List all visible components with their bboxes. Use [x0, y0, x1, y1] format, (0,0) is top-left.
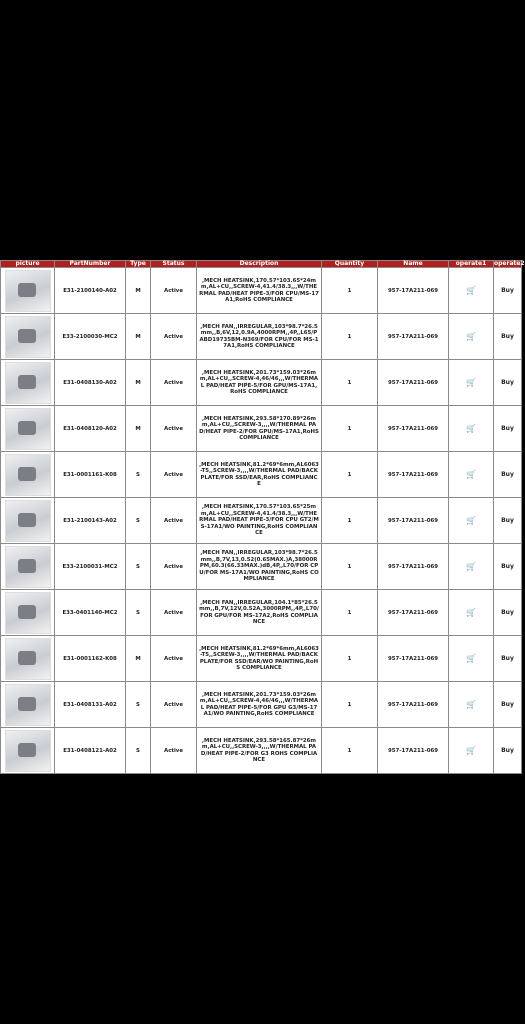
table-row [1, 682, 521, 727]
shopping-cart-icon[interactable]: 🛒 [466, 470, 476, 479]
product-image[interactable] [5, 684, 51, 726]
product-image[interactable] [5, 270, 51, 312]
part-type: S [126, 590, 150, 635]
buy-link[interactable]: Buy [501, 333, 514, 340]
part-type: S [126, 498, 150, 543]
part-number: E31-0001161-K08 [55, 452, 125, 497]
buy-link[interactable]: Buy [501, 655, 514, 662]
product-image[interactable] [5, 592, 51, 634]
model-name: 957-17A211-069 [378, 406, 448, 451]
description-text: ,MECH FAN,,IRREGULAR,103*98.7*26.5mm,,B,7V,13,0.52(0.65MAX.)A,38000RPM,60.3(66.33MAX.)dB,4P,,L70/FOR CPU/FOR MS-17A1/WO PAINTING,RoHS COMPLIANCE [197, 544, 321, 589]
description-text: ,MECH HEATSINK,81.2*69*6mm,AL6063-T5,,SCREW-3,,,,W/THERMAL PAD/BACK PLATE/FOR SSD/EAR,RoHS COMPLIANCE [197, 452, 321, 497]
status-text: Active [151, 498, 196, 543]
part-type: S [126, 682, 150, 727]
shopping-cart-icon[interactable]: 🛒 [466, 424, 476, 433]
quantity-value: 1 [322, 544, 377, 589]
part-number: E31-2100140-A02 [55, 268, 125, 313]
buy-link[interactable]: Buy [501, 471, 514, 478]
header-row [1, 261, 521, 267]
part-number: E31-0408131-A02 [55, 682, 125, 727]
model-name: 957-17A211-069 [378, 268, 448, 313]
col-header-description: Description [197, 261, 321, 267]
part-number: E31-2100143-A02 [55, 498, 125, 543]
col-header-name: Name [378, 261, 448, 267]
model-name: 957-17A211-069 [378, 636, 448, 681]
shopping-cart-icon[interactable]: 🛒 [466, 378, 476, 387]
part-number: E33-2100030-MC2 [55, 314, 125, 359]
table-row [1, 406, 521, 451]
shopping-cart-icon[interactable]: 🛒 [466, 654, 476, 663]
description-text: ,MECH HEATSINK,81.2*69*6mm,AL6063-T5,,SCREW-3,,,,W/THERMAL PAD/BACK PLATE/FOR SSD/EAR/WO PAINTING,RoHS COMPLIANCE [197, 636, 321, 681]
shopping-cart-icon[interactable]: 🛒 [466, 516, 476, 525]
table-row [1, 360, 521, 405]
part-number: E31-0408120-A02 [55, 406, 125, 451]
table-row [1, 268, 521, 313]
status-text: Active [151, 406, 196, 451]
status-text: Active [151, 452, 196, 497]
part-type: S [126, 728, 150, 773]
col-header-quantity: Quantity [322, 261, 377, 267]
shopping-cart-icon[interactable]: 🛒 [466, 332, 476, 341]
product-image[interactable] [5, 362, 51, 404]
col-header-status: Status [151, 261, 196, 267]
model-name: 957-17A211-069 [378, 728, 448, 773]
part-number: E33-2100031-MC2 [55, 544, 125, 589]
part-type: M [126, 636, 150, 681]
shopping-cart-icon[interactable]: 🛒 [466, 746, 476, 755]
status-text: Active [151, 360, 196, 405]
description-text: ,MECH FAN,,IRREGULAR,104.1*85*26.5mm,,B,7V,12V,0.52A,3000RPM,,4P,,L70/FOR GPU/FOR MS-17A2,RoHS COMPLIANCE [197, 590, 321, 635]
description-text: ,MECH HEATSINK,170.57*103.65*24mm,AL+CU,,SCREW-4,41.4/38.3,,,W/THERMAL PAD/HEAT PIPE-3/FOR CPU/MS-17A1,RoHS COMPLIANCE [197, 268, 321, 313]
product-image[interactable] [5, 546, 51, 588]
model-name: 957-17A211-069 [378, 360, 448, 405]
buy-link[interactable]: Buy [501, 425, 514, 432]
quantity-value: 1 [322, 452, 377, 497]
buy-link[interactable]: Buy [501, 517, 514, 524]
col-header-operate1: operate1 [449, 261, 493, 267]
status-text: Active [151, 590, 196, 635]
status-text: Active [151, 682, 196, 727]
description-text: ,MECH FAN,,IRREGULAR,103*98.7*26.5mm,,B,6V,12,0.9A,4000RPM,,4P,,L65/PABD19735BM-N369/FOR CPU/FOR MS-17A1,RoHS COMPLIANCE [197, 314, 321, 359]
table-row [1, 590, 521, 635]
part-type: M [126, 360, 150, 405]
quantity-value: 1 [322, 498, 377, 543]
model-name: 957-17A211-069 [378, 314, 448, 359]
part-type: S [126, 544, 150, 589]
parts-table [0, 260, 525, 774]
part-number: E31-0408121-A02 [55, 728, 125, 773]
model-name: 957-17A211-069 [378, 498, 448, 543]
quantity-value: 1 [322, 314, 377, 359]
parts-table-view [0, 260, 525, 763]
table-row [1, 452, 521, 497]
description-text: ,MECH HEATSINK,293.58*170.89*26mm,AL+CU,,SCREW-3,,,,W/THERMAL PAD/HEAT PIPE-2/FOR GPU/MS-17A1,RoHS COMPLIANCE [197, 406, 321, 451]
part-type: M [126, 406, 150, 451]
part-number: E31-0408130-A02 [55, 360, 125, 405]
model-name: 957-17A211-069 [378, 544, 448, 589]
shopping-cart-icon[interactable]: 🛒 [466, 608, 476, 617]
model-name: 957-17A211-069 [378, 452, 448, 497]
buy-link[interactable]: Buy [501, 379, 514, 386]
table-row [1, 728, 521, 773]
part-type: S [126, 452, 150, 497]
quantity-value: 1 [322, 728, 377, 773]
table-row [1, 636, 521, 681]
description-text: ,MECH HEATSINK,201.73*159.03*26mm,AL+CU,,SCREW-4,46/46,,,W/THERMAL PAD/HEAT PIPE-5/FOR GPU/MS-17A1,RoHS COMPLIANCE [197, 360, 321, 405]
buy-link[interactable]: Buy [501, 287, 514, 294]
product-image[interactable] [5, 500, 51, 542]
table-row [1, 498, 521, 543]
buy-link[interactable]: Buy [501, 609, 514, 616]
shopping-cart-icon[interactable]: 🛒 [466, 700, 476, 709]
shopping-cart-icon[interactable]: 🛒 [466, 562, 476, 571]
quantity-value: 1 [322, 682, 377, 727]
model-name: 957-17A211-069 [378, 682, 448, 727]
product-image[interactable] [5, 638, 51, 680]
col-header-partnumber: PartNumber [55, 261, 125, 267]
status-text: Active [151, 728, 196, 773]
part-number: E31-0001162-K08 [55, 636, 125, 681]
description-text: ,MECH HEATSINK,170.57*103.65*25mm,AL+CU,,SCREW-4,41.4/38.3,,,W/THERMAL PAD/HEAT PIPE-3/FOR CPU GT2/MS-17A1/WO PAINTING,RoHS COMPLIANCE [197, 498, 321, 543]
description-text: ,MECH HEATSINK,293.58*165.87*26mm,AL+CU,,SCREW-3,,,,W/THERMAL PAD/HEAT PIPE-2/FOR G3 ROHS COMPLIANCE [197, 728, 321, 773]
col-header-picture: picture [1, 261, 54, 267]
col-header-type: Type [126, 261, 150, 267]
quantity-value: 1 [322, 636, 377, 681]
part-number: E33-0401140-MC2 [55, 590, 125, 635]
status-text: Active [151, 636, 196, 681]
model-name: 957-17A211-069 [378, 590, 448, 635]
quantity-value: 1 [322, 268, 377, 313]
status-text: Active [151, 314, 196, 359]
quantity-value: 1 [322, 590, 377, 635]
buy-link[interactable]: Buy [501, 701, 514, 708]
buy-link[interactable]: Buy [501, 563, 514, 570]
product-image[interactable] [5, 408, 51, 450]
quantity-value: 1 [322, 360, 377, 405]
quantity-value: 1 [322, 406, 377, 451]
table-row [1, 314, 521, 359]
status-text: Active [151, 268, 196, 313]
part-type: M [126, 268, 150, 313]
buy-link[interactable]: Buy [501, 747, 514, 754]
part-type: M [126, 314, 150, 359]
shopping-cart-icon[interactable]: 🛒 [466, 286, 476, 295]
table-row [1, 544, 521, 589]
product-image[interactable] [5, 730, 51, 772]
status-text: Active [151, 544, 196, 589]
product-image[interactable] [5, 454, 51, 496]
description-text: ,MECH HEATSINK,201.73*159.03*26mm,AL+CU,,SCREW-4,46/46,,,W/THERMAL PAD/HEAT PIPE-5/FOR GPU G3/MS-17A1/WO PAINTING,RoHS COMPLIANCE [197, 682, 321, 727]
product-image[interactable] [5, 316, 51, 358]
col-header-operate2: operate2 [494, 260, 525, 267]
